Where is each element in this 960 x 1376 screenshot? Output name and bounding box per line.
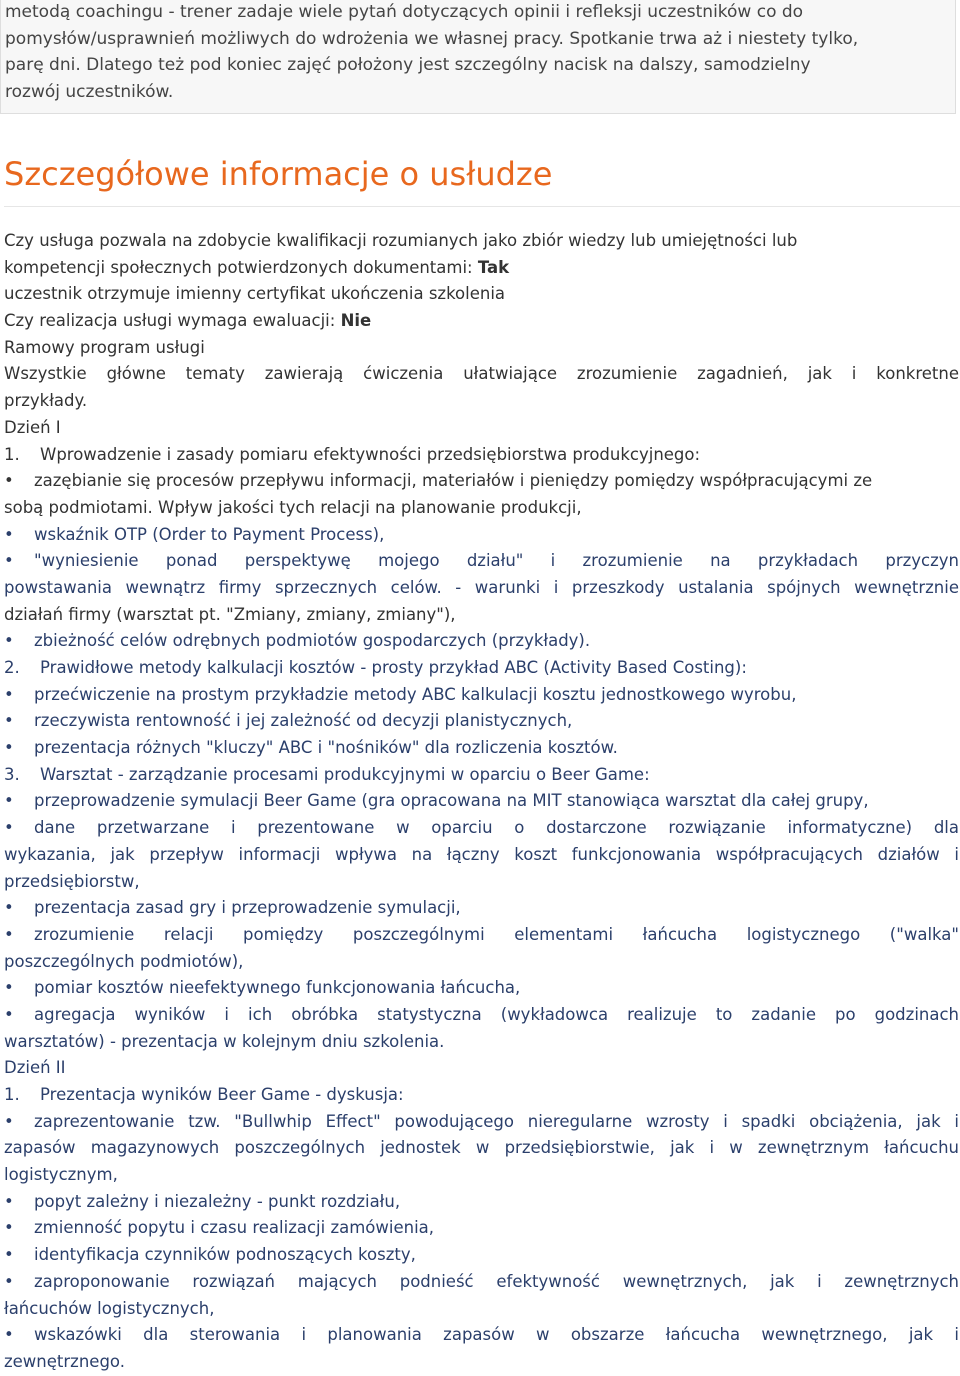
day1-label: Dzień I — [4, 417, 61, 437]
list-item — [4, 468, 959, 495]
list-item — [4, 682, 959, 709]
intro-line: metodą coachingu - trener zadaje wiele pytań dotyczących opinii i refleksji uczestników co do — [5, 2, 804, 22]
intro-line: parę dni. Dlatego też pod koniec zajęć położony jest szczególny nacisk na dalszy, samodzielny — [5, 55, 811, 75]
list-item-text: dane przetwarzane i prezentowane w oparciu o dostarczone rozwiązanie informatyczne) dla — [34, 818, 959, 838]
list-item-text: wskazówki dla sterowania i planowania zapasów w obszarze łańcucha wewnętrznego, jak i — [34, 1325, 959, 1345]
qualification-question-text: kompetencji społecznych potwierdzonych dokumentami: — [4, 257, 478, 277]
list-item-text: prezentacja zasad gry i przeprowadzenie symulacji, — [34, 898, 461, 918]
title-divider — [4, 206, 960, 207]
list-item-text: pomiar kosztów nieefektywnego funkcjonowania łańcucha, — [34, 978, 521, 998]
day1-item2-title-line — [4, 655, 959, 682]
intro-box — [0, 0, 956, 114]
list-item — [4, 895, 959, 922]
bullet-icon: • — [4, 1218, 14, 1238]
list-item-cont: zapasów magazynowych poszczególnych jednostek w przedsiębiorstwie, jak i w zewnętrznym łańcuchu — [4, 1138, 959, 1158]
list-item — [4, 1189, 959, 1216]
list-item-text: wskaźnik OTP (Order to Payment Process), — [34, 524, 385, 544]
list-item-cont: warsztatów) - prezentacja w kolejnym dniu szkolenia. — [4, 1031, 445, 1051]
bullet-icon: • — [4, 818, 14, 838]
bullet-icon: • — [4, 1191, 14, 1211]
list-item — [4, 628, 959, 655]
qualification-question: Czy usługa pozwala na zdobycie kwalifikacji rozumianych jako zbiór wiedzy lub umiejętności lub — [4, 231, 798, 250]
list-item-cont: powstawania wewnątrz firmy sprzecznych celów. - warunki i przeszkody ustalania spójnych wewnętrznie — [4, 577, 959, 597]
list-item-cont: poszczególnych podmiotów), — [4, 951, 244, 971]
list-item-text: rzeczywista rentowność i jej zależność od decyzji planistycznych, — [34, 711, 573, 731]
list-item — [4, 975, 959, 1002]
list-item-text: "wyniesienie ponad perspektywę mojego działu" i zrozumienie na przykładach przyczyn — [34, 551, 959, 571]
bullet-icon: • — [4, 978, 14, 998]
bullet-icon: • — [4, 1004, 14, 1024]
bullet-icon: • — [4, 738, 14, 758]
day2-item1-title-line — [4, 1082, 959, 1109]
list-item — [4, 1322, 959, 1349]
certificate-info: uczestnik otrzymuje imienny certyfikat ukończenia szkolenia — [4, 284, 506, 304]
evaluation-answer: Nie — [340, 311, 372, 331]
bullet-icon: • — [4, 1111, 14, 1131]
day1-item3-title-line — [4, 762, 959, 789]
list-item-text: zrozumienie relacji pomiędzy poszczególnymi elementami łańcucha logistycznego ("walka" — [34, 924, 959, 944]
program-heading: Ramowy program usługi — [4, 337, 205, 357]
list-item-text: przeprowadzenie symulacji Beer Game (gra opracowana na MIT stanowiąca warsztat dla całej grupy, — [34, 791, 869, 811]
list-item-cont: sobą podmiotami. Wpływ jakości tych relacji na planowanie produkcji, — [4, 497, 582, 517]
program-intro-line: przykłady. — [4, 391, 88, 411]
list-item-text: zaproponowanie rozwiązań mających podnieść efektywność wewnętrznych, jak i zewnętrznych — [34, 1271, 959, 1291]
list-item — [4, 1215, 959, 1242]
list-item-cont: logistycznym, — [4, 1165, 118, 1185]
intro-line: pomysłów/usprawnień możliwych do wdrożenia we własnej pracy. Spotkanie trwa aż i niestety tylko, — [5, 28, 859, 49]
list-item-cont: wykazania, jak przepływ informacji wpływa na łączny koszt funkcjonowania współpracujących działów i — [4, 844, 959, 864]
bullet-icon: • — [4, 471, 14, 491]
list-item — [4, 815, 959, 842]
list-item-cont: łańcuchów logistycznych, — [4, 1298, 215, 1318]
list-item — [4, 1242, 959, 1269]
day1-item1-title-line — [4, 442, 959, 469]
list-item-text: prezentacja różnych "kluczy" ABC i "nośników" dla rozliczenia kosztów. — [34, 738, 618, 758]
list-item-cont: zewnętrznego. — [4, 1351, 125, 1371]
list-item-text: zbieżność celów odrębnych podmiotów gospodarczych (przykłady). — [34, 631, 591, 651]
section-title: Szczegółowe informacje o usłudze — [4, 155, 553, 193]
bullet-icon: • — [4, 1245, 14, 1265]
bullet-icon: • — [4, 924, 14, 944]
list-item-text: przećwiczenie na prostym przykładzie metody ABC kalkulacji kosztu jednostkowego wyrobu, — [34, 684, 797, 704]
list-item — [4, 735, 959, 762]
qualification-answer: Tak — [477, 257, 510, 277]
list-number: 3. — [4, 764, 20, 784]
list-item — [4, 1109, 959, 1136]
intro-line: rozwój uczestników. — [5, 81, 174, 102]
evaluation-question — [4, 308, 959, 335]
list-item-text: popyt zależny i niezależny - punkt rozdziału, — [34, 1191, 401, 1211]
list-item-text: identyfikacja czynników podnoszących koszty, — [34, 1245, 416, 1265]
list-item — [4, 1002, 959, 1029]
list-number: 1. — [4, 1085, 20, 1104]
bullet-icon: • — [4, 524, 14, 544]
bullet-icon: • — [4, 684, 14, 704]
day1-item3-title: Warsztat - zarządzanie procesami produkcyjnymi w oparciu o Beer Game: — [40, 764, 650, 784]
day1-item2-title: Prawidłowe metody kalkulacji kosztów - prosty przykład ABC (Activity Based Costing): — [40, 658, 747, 677]
evaluation-question-text: Czy realizacja usługi wymaga ewaluacji: — [4, 311, 341, 331]
list-item-text: agregacja wyników i ich obróbka statystyczna (wykładowca realizuje to zadanie po godzinach — [34, 1004, 959, 1024]
bullet-icon: • — [4, 711, 14, 731]
list-number: 2. — [4, 658, 20, 677]
bullet-icon: • — [4, 898, 14, 918]
qualification-question-cont — [4, 255, 959, 282]
list-item — [4, 522, 959, 549]
list-item-cont: działań firmy (warsztat pt. "Zmiany, zmiany, zmiany"), — [4, 604, 456, 624]
bullet-icon: • — [4, 1325, 14, 1345]
program-intro-line: Wszystkie główne tematy zawierają ćwiczenia ułatwiające zrozumienie zagadnień, jak i konkretne — [4, 364, 959, 384]
list-item — [4, 1269, 959, 1296]
service-details — [4, 228, 959, 1376]
bullet-icon: • — [4, 791, 14, 811]
list-item — [4, 708, 959, 735]
day2-item1-title: Prezentacja wyników Beer Game - dyskusja: — [40, 1085, 404, 1104]
list-item — [4, 788, 959, 815]
bullet-icon: • — [4, 631, 14, 651]
list-number: 1. — [4, 444, 20, 464]
list-item-cont: przedsiębiorstw, — [4, 871, 140, 891]
list-item-text: zaprezentowanie tzw. "Bullwhip Effect" powodującego nieregularne wzrosty i spadki obciążenia, jak i — [34, 1111, 959, 1131]
day1-item1-title: Wprowadzenie i zasady pomiaru efektywności przedsiębiorstwa produkcyjnego: — [40, 444, 701, 464]
day2-label: Dzień II — [4, 1058, 66, 1078]
list-item — [4, 922, 959, 949]
list-item — [4, 548, 959, 575]
bullet-icon: • — [4, 1271, 14, 1291]
bullet-icon: • — [4, 551, 14, 571]
list-item-text: zmienność popytu i czasu realizacji zamówienia, — [34, 1218, 435, 1238]
list-item-text: zazębianie się procesów przepływu informacji, materiałów i pieniędzy pomiędzy współpracującymi ze — [34, 471, 873, 491]
